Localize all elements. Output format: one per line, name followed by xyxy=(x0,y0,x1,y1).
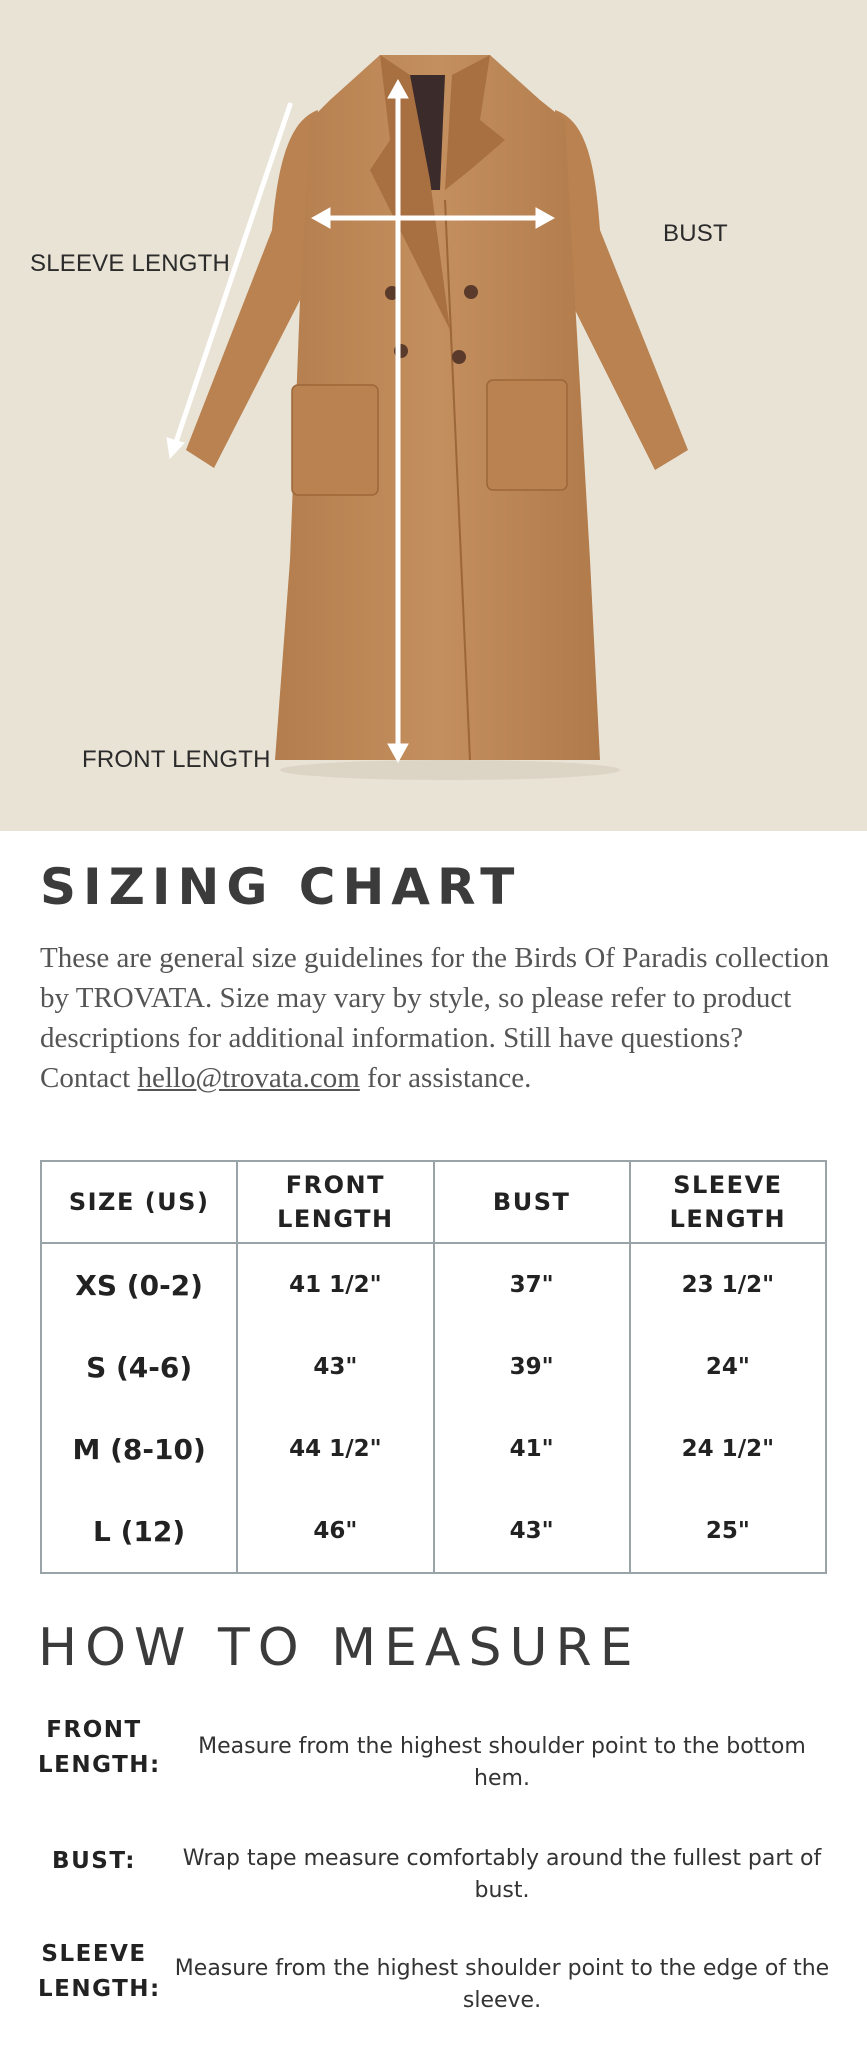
front-length-cell: 44 1/2" xyxy=(237,1408,433,1490)
coat-measurement-image xyxy=(0,0,867,831)
header-size-label: SIZE (US) xyxy=(68,1188,210,1216)
bust-cell: 37" xyxy=(434,1243,630,1326)
bust-cell: 43" xyxy=(434,1490,630,1573)
page-title: SIZING CHART xyxy=(40,858,522,916)
front-length-label: FRONT LENGTH xyxy=(82,746,271,773)
measure-desc-bust: Wrap tape measure comfortably around the fullest part of bust. xyxy=(182,1846,822,1903)
bust-cell: 41" xyxy=(434,1408,630,1490)
size-cell: L (12) xyxy=(41,1490,237,1573)
header-front-length xyxy=(237,1161,433,1243)
left-pocket xyxy=(292,385,378,495)
size-cell: S (4-6) xyxy=(41,1326,237,1408)
table-row xyxy=(41,1243,826,1326)
size-cell: XS (0-2) xyxy=(41,1243,237,1326)
sleeve-length-cell: 24" xyxy=(630,1326,826,1408)
coat-illustration xyxy=(0,0,867,831)
table-row xyxy=(41,1326,826,1408)
intro-suffix: for assistance. xyxy=(359,1062,532,1094)
front-length-cell: 46" xyxy=(237,1490,433,1573)
header-sleeve-length xyxy=(630,1161,826,1243)
size-cell: M (8-10) xyxy=(41,1408,237,1490)
button xyxy=(452,350,466,364)
intro-text: These are general size guidelines for the Birds Of Paradis collection by TROVATA. Size may vary by style, so please refer to product descriptions for additional information. Still have questions? Contact xyxy=(40,942,830,1094)
size-table xyxy=(40,1160,827,1574)
front-length-cell: 41 1/2" xyxy=(237,1243,433,1326)
header-bust-label: BUST xyxy=(492,1188,571,1216)
bust-cell: 39" xyxy=(434,1326,630,1408)
email-link[interactable]: hello@trovata.com xyxy=(137,1062,360,1094)
table-row xyxy=(41,1408,826,1490)
term-line: FRONT xyxy=(46,1717,142,1743)
table-header-row xyxy=(41,1161,826,1243)
measure-desc-front-length: Measure from the highest shoulder point to the bottom hem. xyxy=(198,1734,806,1791)
header-bust xyxy=(434,1161,630,1243)
term-line: BUST: xyxy=(52,1848,136,1874)
sleeve-length-cell: 23 1/2" xyxy=(630,1243,826,1326)
sleeve-length-cell: 25" xyxy=(630,1490,826,1573)
measure-term-sleeve-length xyxy=(38,1937,161,2007)
header-front-length-label: FRONT LENGTH xyxy=(277,1171,394,1233)
measure-term-bust xyxy=(38,1844,150,1879)
bust-label: BUST xyxy=(663,220,728,247)
how-to-measure-title: HOW TO MEASURE xyxy=(38,1618,641,1678)
measure-term-front-length xyxy=(38,1713,161,1783)
right-pocket xyxy=(487,380,567,490)
button xyxy=(464,285,478,299)
term-line: SLEEVE xyxy=(41,1941,147,1967)
header-sleeve-length-label: SLEEVE LENGTH xyxy=(669,1171,787,1233)
intro-paragraph xyxy=(40,938,840,1098)
header-size xyxy=(41,1161,237,1243)
term-line: LENGTH: xyxy=(38,1752,161,1778)
measure-desc-sleeve-length: Measure from the highest shoulder point to the edge of the sleeve. xyxy=(174,1956,830,2013)
front-length-cell: 43" xyxy=(237,1326,433,1408)
term-line: LENGTH: xyxy=(38,1976,161,2002)
sleeve-length-label: SLEEVE LENGTH xyxy=(30,250,231,277)
sleeve-length-cell: 24 1/2" xyxy=(630,1408,826,1490)
table-row xyxy=(41,1490,826,1573)
